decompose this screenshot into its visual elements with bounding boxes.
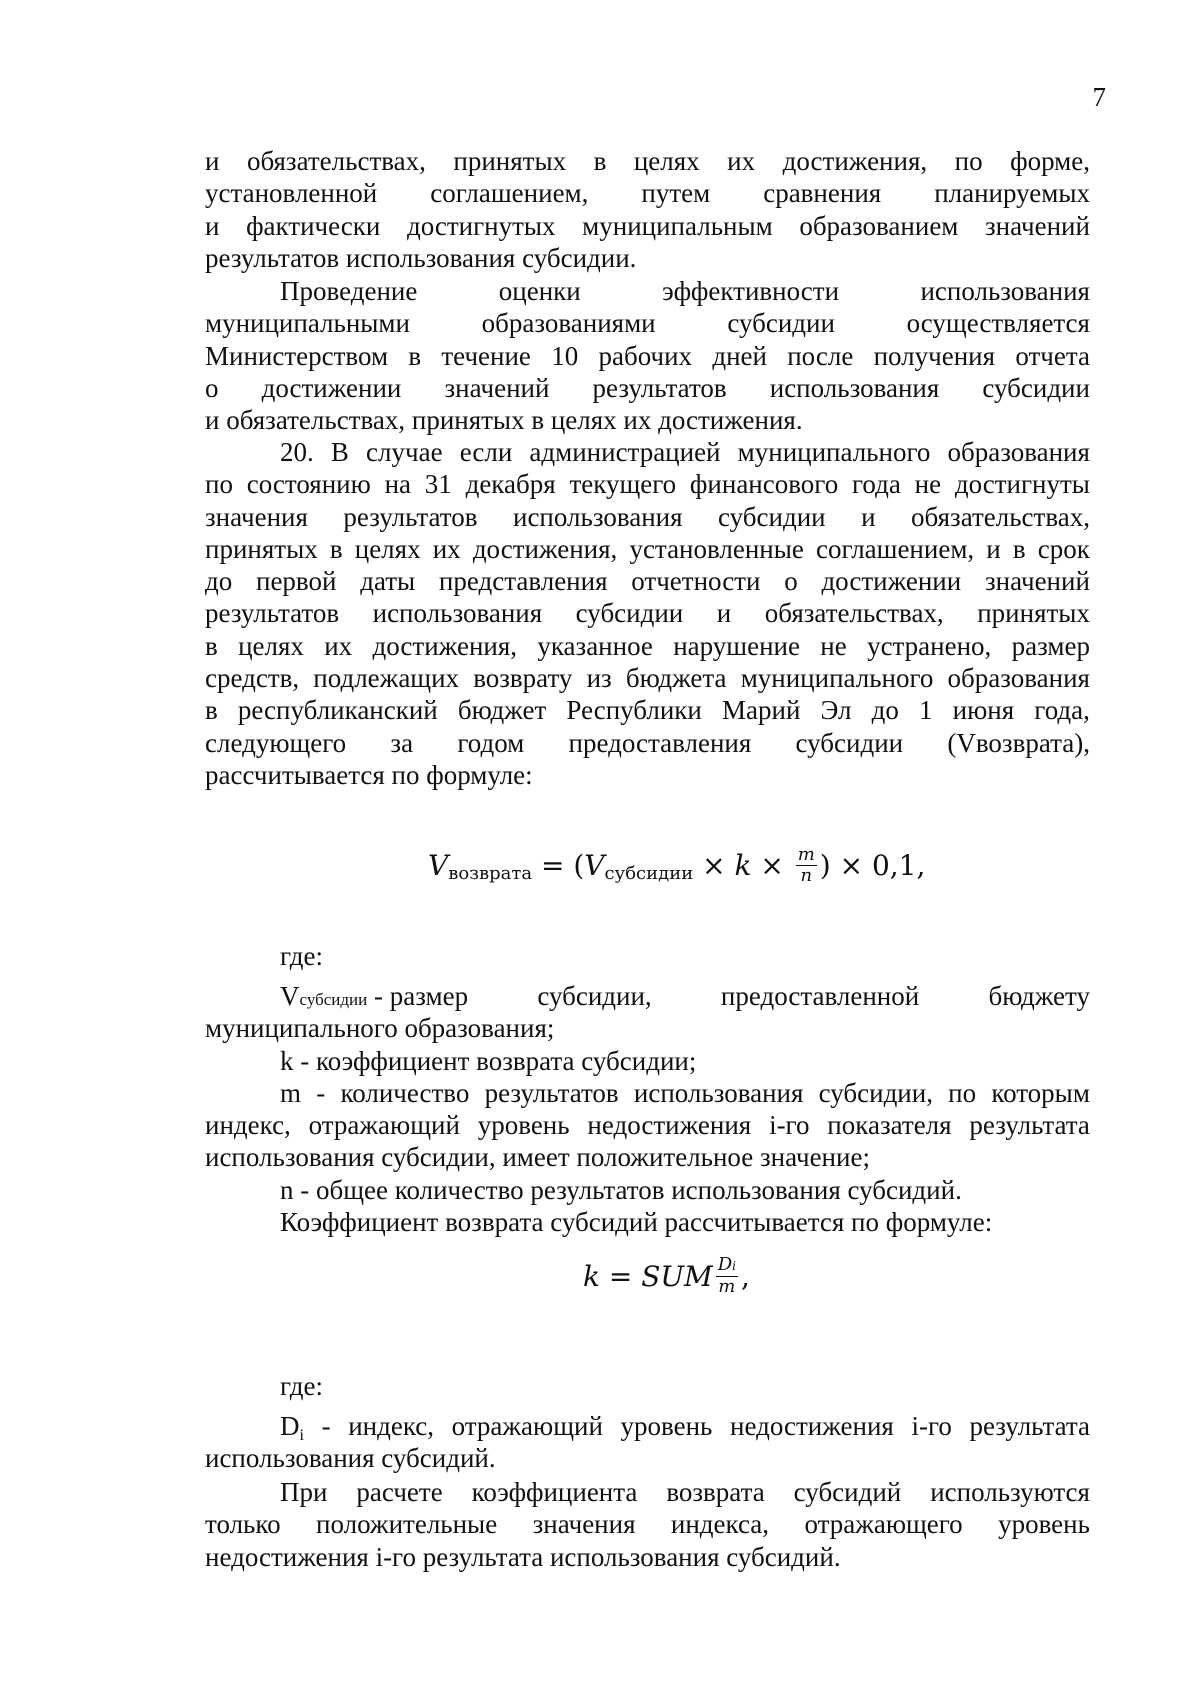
formula-tail: ) × 0,1,: [819, 849, 926, 882]
text-line: использования субсидии, имеет положительное значение;: [205, 1142, 870, 1173]
word: образованиями: [481, 308, 656, 339]
word: субсидии: [718, 501, 826, 532]
word: случае: [366, 437, 443, 467]
fraction-numerator: m: [797, 844, 815, 865]
text-line: недостижения i-го результата использования субсидий.: [205, 1541, 841, 1572]
word: При: [280, 1477, 328, 1507]
where-label: где:: [280, 941, 323, 971]
word: достижения,: [372, 630, 518, 661]
word: использования: [372, 598, 543, 629]
word: планируемых: [934, 178, 1090, 209]
n-definition: n - общее количество результатов использования субсидий.: [280, 1174, 962, 1205]
return-volume-formula: [428, 845, 925, 886]
word: целях: [354, 533, 421, 564]
text-line: [205, 145, 1090, 177]
v-subsidy-definition: [205, 980, 1090, 1238]
word: до: [871, 695, 899, 726]
word: осуществляется: [906, 308, 1090, 339]
word: значений: [985, 210, 1090, 241]
formula-k: k: [583, 1259, 600, 1293]
evaluation-paragraph: [205, 275, 1090, 436]
definitions-block: [205, 940, 1090, 972]
word: значения: [205, 501, 308, 532]
word: результатов: [484, 1077, 619, 1108]
text-line: [205, 1508, 1090, 1540]
word: и: [716, 598, 732, 629]
text-line: [205, 340, 1090, 372]
word: администрацией: [529, 437, 721, 467]
word: нарушение: [673, 630, 800, 661]
word: размер: [1011, 630, 1090, 661]
word: средств,: [205, 663, 300, 694]
word: отчета: [1015, 340, 1090, 371]
text-line: и обязательствах, принятых в целях их достижения.: [205, 405, 803, 436]
word: достигнутых: [406, 210, 556, 241]
word: обязательствах,: [764, 598, 944, 629]
word: положительные: [316, 1509, 498, 1540]
word: годом: [457, 727, 525, 758]
formula-times: ×: [751, 849, 793, 882]
word: Марий: [722, 695, 801, 726]
formula-v-subsidy: V: [584, 849, 605, 882]
word: устранено,: [867, 630, 992, 661]
word: по: [954, 146, 983, 176]
word: бюджета: [625, 663, 727, 694]
word: и: [861, 501, 876, 532]
formula-fraction: [716, 1255, 738, 1297]
word: результатов: [592, 372, 727, 403]
word: которым: [991, 1077, 1090, 1108]
di-term: Di: [280, 1411, 304, 1444]
word: значений: [444, 372, 550, 403]
word: В: [330, 437, 349, 467]
word: муниципального: [737, 437, 931, 467]
word: используются: [930, 1477, 1090, 1507]
word: не: [820, 630, 847, 661]
text-line: [205, 1077, 1090, 1109]
word: i-го: [769, 1110, 810, 1141]
word: обязательствах,: [911, 501, 1090, 532]
di-definition: [205, 1410, 1090, 1475]
word: отчетности: [631, 566, 761, 597]
word: образованием: [799, 210, 959, 241]
word: Эл: [820, 695, 852, 726]
fraction-denominator: n: [800, 865, 813, 886]
word: форме,: [1010, 146, 1090, 176]
text-line: [205, 210, 1090, 242]
word: расчете: [356, 1477, 443, 1507]
word: до: [205, 566, 233, 597]
fraction-numerator: Di: [717, 1254, 736, 1275]
word: результатов: [343, 501, 478, 532]
word: в: [205, 695, 218, 726]
word: недостижения: [587, 1110, 752, 1141]
word: даты: [360, 566, 416, 597]
word: образования: [947, 663, 1090, 694]
word: отражающего: [804, 1509, 963, 1540]
word: 31: [424, 469, 452, 500]
text-line: результатов использования субсидии.: [205, 242, 637, 273]
formula-equals: =: [599, 1259, 642, 1293]
word: в: [329, 533, 343, 564]
word: если: [459, 437, 513, 467]
word: коэффициента: [471, 1477, 638, 1507]
text-line: [205, 468, 1090, 500]
formula-k: k: [734, 849, 752, 882]
word: показателя: [827, 1110, 952, 1141]
formula-v-subsidy-subscript: субсидии: [604, 863, 694, 884]
di-definition-block: [205, 1370, 1090, 1402]
word: и: [205, 210, 220, 241]
word: оценки: [498, 276, 581, 306]
word: использования: [920, 276, 1090, 306]
word: достижения,: [782, 146, 928, 176]
word: указанное: [537, 630, 653, 661]
where-label: где:: [280, 1371, 323, 1401]
word: достижении: [821, 566, 962, 597]
word: первой: [256, 566, 337, 597]
word: сравнения: [763, 178, 882, 209]
word: m: [280, 1077, 302, 1108]
word: республиканский: [237, 695, 438, 726]
word: принятых: [977, 598, 1090, 629]
text-line: [205, 597, 1090, 629]
word: путем: [641, 178, 711, 209]
word: достижении: [261, 372, 402, 403]
text-line: [205, 372, 1090, 404]
word: (Vвозврата),: [947, 727, 1090, 758]
text-line: [205, 662, 1090, 694]
word: года,: [1034, 695, 1090, 726]
formula-sum: SUM: [641, 1259, 713, 1293]
word: принятых: [453, 146, 567, 176]
text-line: [205, 436, 1090, 468]
word: в: [205, 630, 218, 661]
word: дней: [712, 340, 767, 371]
text-line: использования субсидий.: [205, 1443, 496, 1474]
word: финансового: [689, 469, 839, 500]
word: возврата: [666, 1477, 765, 1507]
word: субсидии: [727, 308, 835, 339]
text-line: [205, 307, 1090, 339]
word: целях: [633, 146, 700, 176]
word: после: [787, 340, 854, 371]
word: получения: [873, 340, 996, 371]
word: принятых: [205, 533, 318, 564]
word: достижения,: [472, 533, 618, 564]
word: из: [586, 663, 612, 694]
word: в: [593, 146, 607, 176]
formula-v-subscript: возврата: [448, 863, 533, 884]
word: установленные: [629, 533, 804, 564]
word: срок: [1037, 533, 1090, 564]
text-line: [205, 177, 1090, 209]
word: соглашением,: [816, 533, 975, 564]
word: по: [948, 1077, 977, 1108]
formula-v: V: [428, 849, 449, 882]
word: субсидии: [982, 372, 1090, 403]
text-line: [205, 1476, 1090, 1508]
text-line: [205, 533, 1090, 565]
text-line: [205, 565, 1090, 597]
word: использования: [769, 372, 940, 403]
word: по: [205, 469, 233, 500]
word: достигнуты: [954, 469, 1090, 500]
word: года: [851, 469, 901, 500]
word: количество: [340, 1077, 470, 1108]
text-line: [205, 694, 1090, 726]
word: в: [408, 340, 422, 371]
word: уровень: [477, 1110, 570, 1141]
word: субсидий: [793, 1477, 902, 1507]
k-definition: k - коэффициент возврата субсидии;: [280, 1045, 697, 1076]
word: за: [390, 727, 414, 758]
word: Республики: [566, 695, 702, 726]
text-line: Vсубсидии - размер субсидии, предоставленной бюджету: [280, 981, 1090, 1011]
v-subsidy-term: Vсубсидии - размер: [280, 981, 469, 1011]
word: состоянию: [246, 469, 371, 500]
text-line: рассчитывается по формуле:: [205, 759, 533, 790]
word: о: [205, 372, 219, 403]
word: использования: [513, 501, 683, 532]
word: предоставления: [568, 727, 752, 758]
word: муниципального: [740, 663, 934, 694]
word: соглашением,: [430, 178, 589, 209]
word: обязательствах,: [246, 146, 426, 176]
word: субсидии,: [818, 1077, 933, 1108]
word: 20.: [280, 437, 314, 467]
fraction-denominator: m: [718, 1276, 736, 1297]
word: уровень: [998, 1509, 1090, 1540]
word: и: [205, 146, 220, 176]
word: представления: [438, 566, 608, 597]
word: подлежащих: [313, 663, 460, 694]
word: июня: [952, 695, 1015, 726]
word: муниципальным: [582, 210, 773, 241]
formula-fraction: [796, 845, 817, 886]
formula-times: ×: [693, 849, 735, 882]
word: Проведение: [280, 276, 418, 306]
formula-equals: = (: [532, 849, 585, 882]
word: индекс,: [205, 1110, 291, 1141]
word: муниципальными: [205, 308, 410, 339]
word: 10: [551, 340, 579, 371]
page-number: 7: [1092, 82, 1106, 112]
text-line: [205, 630, 1090, 662]
word: не: [914, 469, 942, 500]
text-line: [205, 275, 1090, 307]
intro-paragraph: [205, 145, 1090, 274]
k-formula-intro: Коэффициент возврата субсидий рассчитывается по формуле:: [280, 1207, 993, 1238]
word: результатов: [205, 598, 340, 629]
word: текущего: [569, 469, 677, 500]
text-line: [205, 501, 1090, 533]
word: установленной: [205, 178, 378, 209]
word: и: [986, 533, 1001, 564]
word: субсидии: [795, 727, 904, 758]
text-line: муниципального образования;: [205, 1013, 555, 1044]
word: о: [784, 566, 798, 597]
formula-tail: ,: [740, 1259, 750, 1293]
word: их: [727, 146, 756, 176]
word: образования: [947, 437, 1090, 467]
word: рабочих: [598, 340, 693, 371]
word: значения: [532, 1509, 636, 1540]
word: декабря: [465, 469, 556, 500]
word: Министерством: [205, 340, 389, 371]
text-line: [205, 727, 1090, 759]
text-line: Di - индекс, отражающий уровень недостижения i-го результата: [280, 1411, 1090, 1444]
word: субсидии: [575, 598, 684, 629]
word: целях: [238, 630, 304, 661]
word: их: [432, 533, 461, 564]
text-line: [205, 1109, 1090, 1141]
word: эффективности: [662, 276, 840, 306]
word: фактически: [246, 210, 381, 241]
word: -: [316, 1077, 326, 1108]
word: в: [1012, 533, 1026, 564]
coefficient-formula: [583, 1255, 750, 1297]
word: только: [205, 1509, 281, 1540]
word: следующего: [205, 727, 347, 758]
word: возврату: [473, 663, 573, 694]
word: значений: [984, 566, 1090, 597]
word: их: [324, 630, 353, 661]
word: 1: [919, 695, 933, 726]
word: результата: [969, 1110, 1090, 1141]
final-paragraph: [205, 1476, 1090, 1573]
word: индекса,: [670, 1509, 770, 1540]
word: использования: [633, 1077, 804, 1108]
word: на: [384, 469, 412, 500]
section-20-paragraph: [205, 436, 1090, 791]
word: отражающий: [308, 1110, 460, 1141]
word: бюджет: [457, 695, 547, 726]
word: течение: [441, 340, 531, 371]
